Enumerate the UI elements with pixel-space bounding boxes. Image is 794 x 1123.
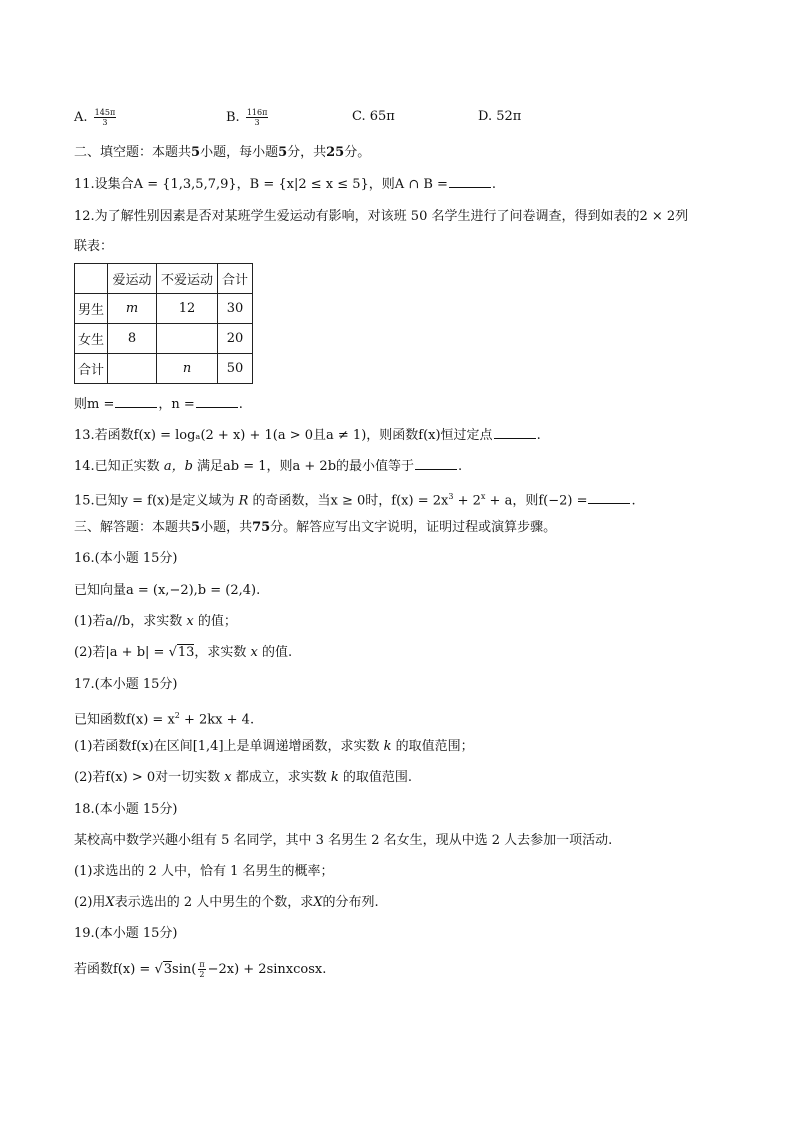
question-19-stem: 若函数f(x) = √3sin( $\frac{\pi}{2}$ −2x) + 2sinxcosx.	[74, 960, 327, 979]
question-18-part-2	[74, 894, 379, 912]
section-3-heading	[74, 519, 556, 537]
q16-p2-end: 的值.	[257, 645, 293, 660]
question-14-part-a: 14.已知正实数	[74, 459, 164, 474]
q16-p2-radicand: 13	[177, 645, 195, 660]
table-cell	[108, 354, 157, 384]
question-14-part-b: 满足ab = 1，则a + 2b的最小值等于	[192, 459, 415, 474]
q17-p1-text: (1)若函数f(x)在区间[1,4]上是单调递增函数，求实数	[74, 739, 384, 754]
question-15	[74, 488, 636, 510]
table-cell: n	[157, 354, 218, 384]
table-row	[75, 354, 253, 384]
question-11-end: .	[491, 177, 497, 192]
q19-radicand: 3	[163, 962, 173, 977]
option-a-label: A.	[74, 110, 88, 125]
table-row	[75, 294, 253, 324]
q19-frac-num: π	[199, 960, 205, 969]
option-c: C. 65π	[352, 109, 395, 124]
question-16-stem: 已知向量a = (x,−2),b = (2,4).	[74, 583, 261, 598]
question-11-text: 11.设集合A = {1,3,5,7,9}，B = {x|2 ≤ x ≤ 5}，则A ∩ B =	[74, 177, 448, 192]
option-d: D. 52π	[478, 109, 522, 124]
table-cell: 合计	[218, 264, 253, 294]
question-12-line-2: 联表：	[74, 239, 114, 254]
q16-p2-text: (2)若|a + b| =	[74, 645, 169, 660]
q19-stem-b: sin(	[172, 962, 197, 977]
table-cell: 女生	[75, 324, 108, 354]
table-cell: m	[108, 294, 157, 324]
section-3-total: 75	[252, 520, 271, 535]
table-cell: 男生	[75, 294, 108, 324]
question-15-domain: R	[238, 493, 249, 509]
q19-fraction	[198, 960, 205, 979]
question-15-part-a: 15.已知y = f(x)是定义域为	[74, 493, 239, 509]
section-2-suffix: 分。	[344, 145, 371, 160]
question-17-part-1	[74, 738, 474, 756]
section-2-total: 25	[326, 145, 345, 160]
question-15-part-b: 的奇函数，当x ≥ 0时，f(x) = 2x	[248, 493, 449, 509]
q12-answer-m-label: 则m =	[74, 397, 115, 412]
section-3-mid1: 小题，共	[200, 520, 253, 535]
question-17-title: 17.(本小题 15分)	[74, 677, 178, 692]
question-13-text: 13.若函数f(x) = logₐ(2 + x) + 1(a > 0且a ≠ 1)，则函数f(x)恒过定点	[74, 428, 493, 443]
table-cell	[75, 264, 108, 294]
option-b-denominator: 3	[254, 118, 260, 127]
question-15-end: .	[631, 493, 636, 509]
answer-blank	[415, 457, 457, 470]
table-cell: 30	[218, 294, 253, 324]
option-b-fraction	[246, 108, 269, 127]
question-18-stem: 某校高中数学兴趣小组有 5 名同学，其中 3 名男生 2 名女生，现从中选 2 人去参加一项活动.	[74, 833, 613, 848]
question-16-part-1	[74, 613, 237, 631]
q17-p2-text: (2)若f(x) > 0对一切实数	[74, 770, 225, 785]
q17-p1-var: k	[383, 739, 392, 754]
q12-answer-n-label: ，n =	[158, 397, 195, 412]
option-a	[74, 108, 118, 127]
q17-p1-end: 的取值范围；	[391, 739, 474, 754]
q16-p2-var: x	[250, 645, 258, 660]
section-3-prefix: 三、解答题：本题共	[74, 520, 192, 535]
question-17-part-2	[74, 769, 412, 787]
table-cell: 不爱运动	[157, 264, 218, 294]
q17-p2-end: 的取值范围.	[338, 770, 413, 785]
q17-stem-b: + 2kx + 4.	[179, 712, 255, 728]
q18-p2-var2: X	[313, 895, 323, 910]
answer-blank	[196, 395, 238, 408]
question-15-part-c: + 2	[453, 493, 481, 509]
section-3-count: 5	[191, 520, 201, 535]
section-2-score: 5	[278, 145, 288, 160]
q16-p1-var: x	[186, 614, 194, 629]
option-b-label: B.	[226, 110, 240, 125]
table-header-row	[75, 264, 253, 294]
question-16-part-2: (2)若|a + b| = √13，求实数 x 的值.	[74, 645, 293, 660]
table-cell: 12	[157, 294, 218, 324]
option-b-numerator: 116π	[246, 108, 268, 117]
q17-p2-var1: x	[224, 770, 232, 785]
q19-frac-den: 2	[199, 970, 205, 979]
question-18-title: 18.(本小题 15分)	[74, 802, 178, 817]
q19-stem-c: −2x) + 2sinxcosx.	[207, 962, 327, 977]
q17-p2-mid: 都成立，求实数	[231, 770, 331, 785]
table-cell: 8	[108, 324, 157, 354]
table-row	[75, 324, 253, 354]
section-2-mid1: 小题，每小题	[200, 145, 279, 160]
answer-blank	[494, 426, 536, 439]
answer-blank	[449, 175, 491, 188]
question-15-exponent-1: 3	[448, 492, 454, 501]
section-2-count: 5	[191, 145, 201, 160]
question-12-line-1: 12.为了解性别因素是否对某班学生爱运动有影响，对该班 50 名学生进行了问卷调查，得到如表的2 × 2列	[74, 209, 689, 224]
table-cell: 50	[218, 354, 253, 384]
contingency-table	[74, 263, 253, 384]
section-2-heading	[74, 144, 370, 162]
question-14	[74, 457, 462, 476]
question-11	[74, 175, 496, 194]
question-13	[74, 426, 541, 445]
q12-answer-end: .	[238, 397, 243, 412]
q17-p2-var2: k	[330, 770, 339, 785]
section-2-mid2: 分，共	[287, 145, 327, 160]
section-3-suffix: 分。解答应写出文字说明，证明过程或演算步骤。	[270, 520, 557, 535]
option-a-fraction	[94, 108, 117, 127]
q18-p2-var1: X	[105, 895, 115, 910]
answer-blank	[588, 491, 630, 504]
question-18-part-1: (1)求选出的 2 人中，恰有 1 名男生的概率；	[74, 864, 334, 879]
question-17-stem	[74, 707, 254, 729]
question-19-title: 19.(本小题 15分)	[74, 926, 178, 941]
option-b	[226, 108, 270, 127]
q16-p2-mid: ，求实数	[194, 645, 251, 660]
q17-stem-a: 已知函数f(x) = x	[74, 712, 175, 728]
question-13-end: .	[536, 428, 541, 443]
answer-blank	[115, 395, 157, 408]
q17-stem-exponent: 2	[174, 711, 180, 720]
section-2-prefix: 二、填空题：本题共	[74, 145, 192, 160]
q19-stem-a: 若函数f(x) =	[74, 962, 155, 977]
q18-p2-end: 的分布列.	[322, 895, 379, 910]
question-15-exponent-2: x	[480, 492, 486, 501]
table-cell: 合计	[75, 354, 108, 384]
q18-p2-text: (2)用	[74, 895, 106, 910]
option-a-denominator: 3	[102, 118, 108, 127]
question-14-vars: a，b	[163, 459, 193, 474]
table-cell	[157, 324, 218, 354]
table-cell: 20	[218, 324, 253, 354]
q16-p1-end: 的值；	[193, 614, 237, 629]
question-12-answer	[74, 395, 243, 414]
question-14-end: .	[458, 459, 463, 474]
option-a-numerator: 145π	[94, 108, 116, 117]
question-16-title: 16.(本小题 15分)	[74, 551, 178, 566]
q16-p1-text: (1)若a//b，求实数	[74, 614, 187, 629]
q18-p2-mid: 表示选出的 2 人中男生的个数，求	[114, 895, 314, 910]
table-cell: 爱运动	[108, 264, 157, 294]
question-15-part-d: + a，则f(−2) =	[485, 493, 588, 509]
